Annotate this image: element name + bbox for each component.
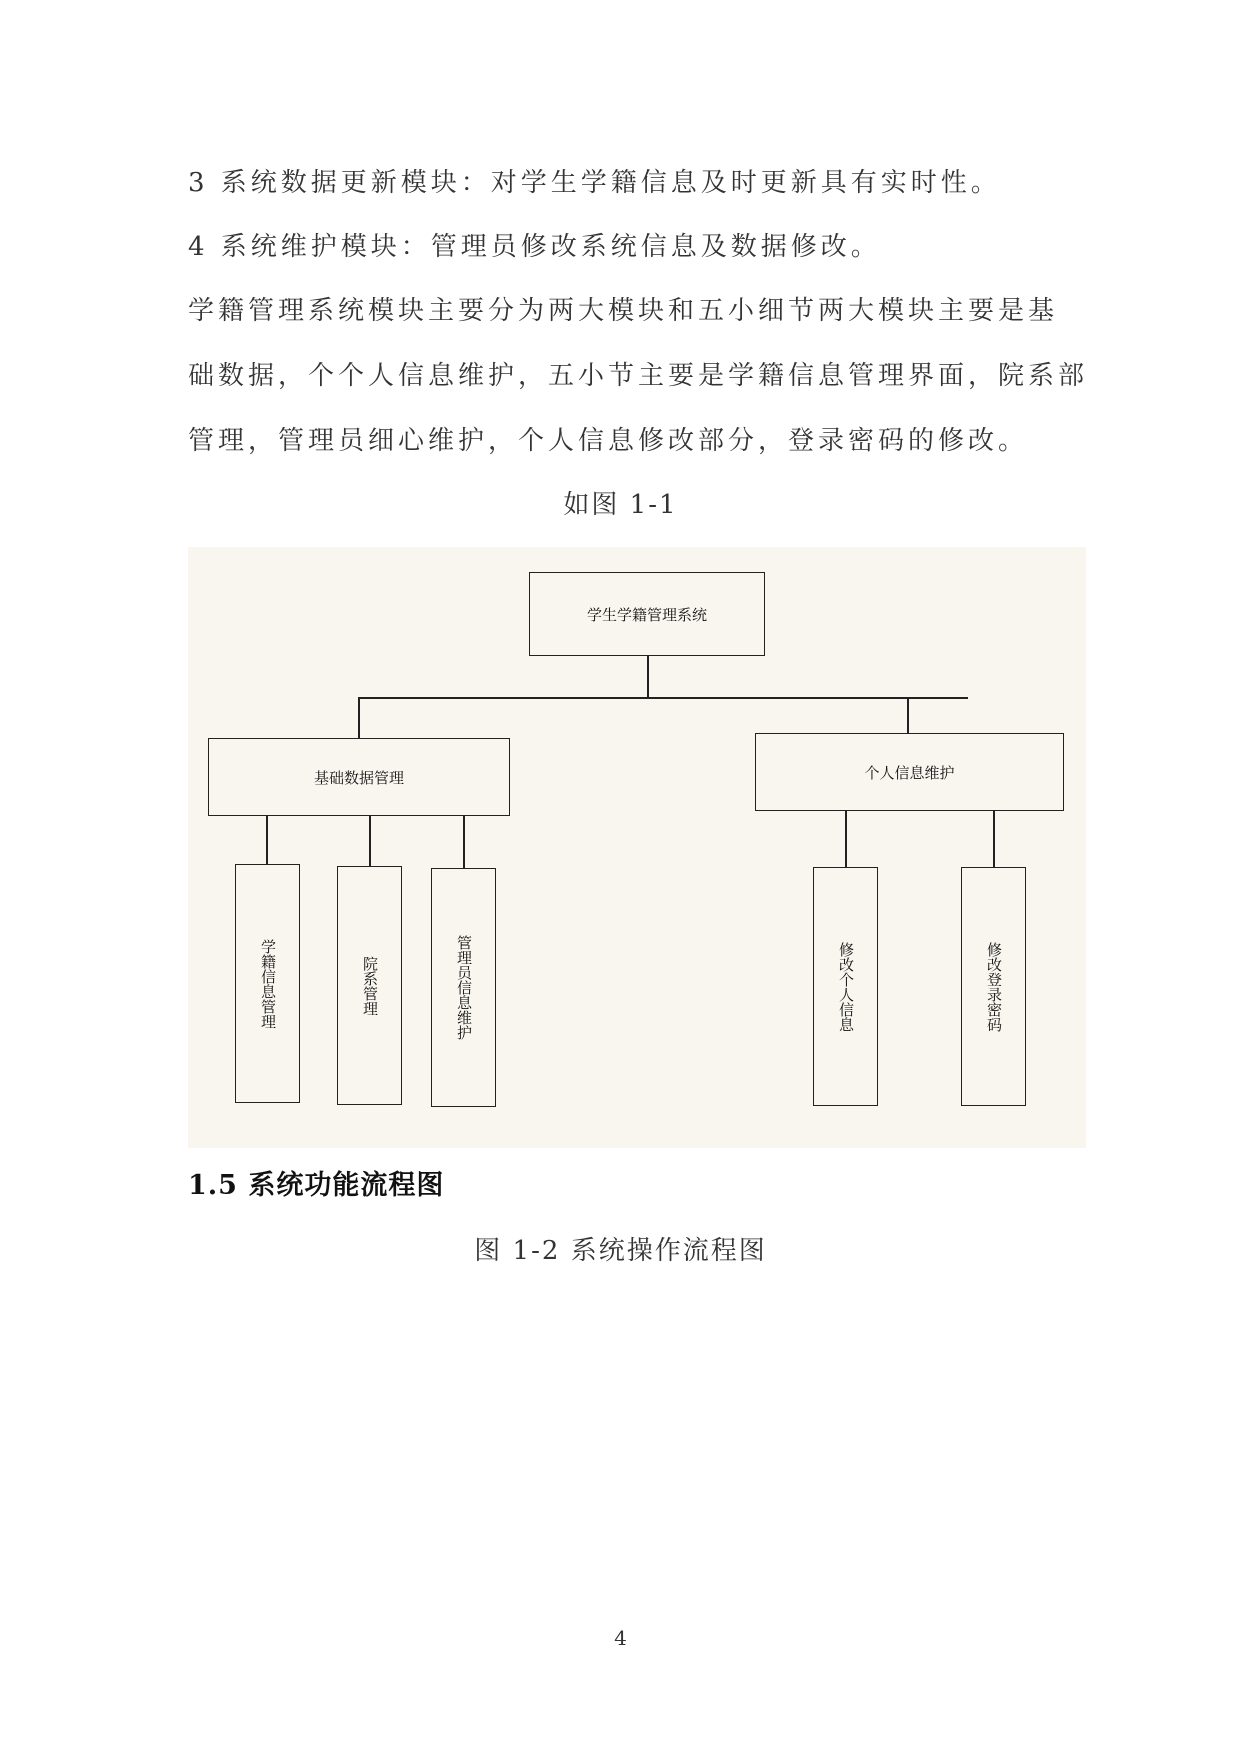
paragraph-line-1: 3 系统数据更新模块：对学生学籍信息及时更新具有实时性。 [188,168,1001,198]
diagram-left-child-2-box [337,866,402,1105]
diagram-right-branch-label: 个人信息维护 [864,763,955,782]
paragraph-line-3: 学籍管理系统模块主要分为两大模块和五小细节两大模块主要是基 [188,296,1059,326]
diagram-left-child-3-box [431,868,496,1107]
connector-left-child-3 [463,816,465,868]
diagram-root-label: 学生学籍管理系统 [586,605,707,624]
diagram-left-child-1-box [235,864,300,1103]
connector-root-down [647,656,649,698]
paragraph-line-4: 础数据，个个人信息维护，五小节主要是学籍信息管理界面，院系部 [188,361,1089,391]
diagram-left-child-3-label: 管理员信息维护 [455,935,473,1040]
diagram-right-child-2-label: 修改登录密码 [985,941,1003,1032]
diagram-left-branch-box [208,738,510,816]
connector-left-down [358,697,360,739]
diagram-root-box [529,572,765,656]
diagram-left-branch-label: 基础数据管理 [313,768,404,787]
connector-right-child-2 [993,811,995,867]
diagram-right-branch-box [755,733,1064,811]
connector-left-child-1 [266,816,268,864]
diagram-right-child-2-box [961,867,1026,1106]
diagram-left-child-2-label: 院系管理 [361,955,379,1016]
connector-right-child-1 [845,811,847,867]
page-number: 4 [614,1626,627,1650]
diagram-right-child-1-label: 修改个人信息 [837,941,855,1032]
module-diagram [188,547,1086,1148]
connector-left-child-2 [369,816,371,866]
figure-caption-2: 图 1-2 系统操作流程图 [474,1236,767,1266]
connector-right-down [907,697,909,734]
figure-caption-1: 如图 1-1 [563,490,678,520]
paragraph-line-2: 4 系统维护模块：管理员修改系统信息及数据修改。 [188,232,881,262]
section-heading: 1.5 系统功能流程图 [188,1170,445,1201]
diagram-left-child-1-label: 学籍信息管理 [259,938,277,1029]
paragraph-line-5: 管理，管理员细心维护，个人信息修改部分，登录密码的修改。 [188,426,1029,456]
diagram-right-child-1-box [813,867,878,1106]
connector-horizontal [358,697,968,699]
